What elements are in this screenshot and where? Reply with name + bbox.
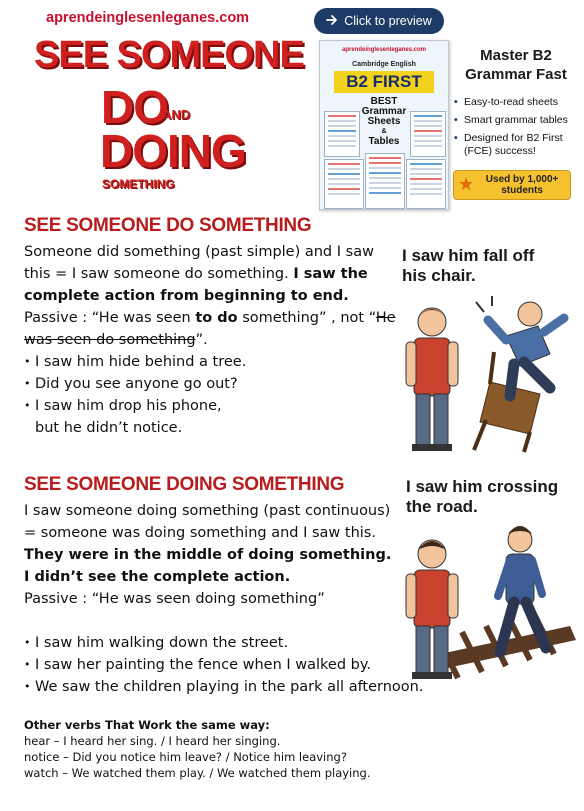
section2-heading: SEE SOMEONE DOING SOMETHING [24, 474, 345, 495]
other-verbs [24, 717, 584, 781]
other-verb-line: watch – We watched them play. / We watched them playing. [24, 766, 371, 780]
promo-title: Master B2 Grammar Fast [465, 47, 567, 83]
title-and: AND [162, 107, 191, 122]
other-verbs-heading: Other verbs That Work the same way: [24, 718, 270, 732]
book-sheet-thumb [324, 111, 360, 157]
book-site: aprendeinglesenleganes.com [341, 47, 427, 53]
example-item: • I saw him drop his phone, [24, 395, 396, 417]
section1-heading: SEE SOMEONE DO SOMETHING [24, 215, 312, 236]
used-by-badge [453, 170, 571, 200]
book-cover[interactable] [319, 40, 449, 210]
other-verb-line: notice – Did you notice him leave? / Notice him leaving? [24, 750, 347, 764]
book-sheet-thumb [410, 111, 446, 157]
star-icon: ★ [458, 174, 475, 195]
section1-paragraph [24, 241, 396, 307]
falling-man-illustration [394, 292, 574, 454]
click-to-preview-button[interactable] [314, 8, 444, 34]
example-continuation: but he didn’t notice. [35, 420, 183, 436]
example-item: • We saw the children playing in the park all afternoon. [24, 676, 474, 698]
title-do: DO [101, 81, 168, 133]
text: something” , not “ [237, 310, 376, 326]
preview-button-label: Click to preview [344, 14, 432, 28]
illustration2-caption: I saw him crossing the road. [406, 477, 559, 516]
book-amp: & [381, 128, 387, 135]
title-something: SOMETHING [102, 177, 175, 191]
title-doing: DOING [100, 125, 246, 177]
other-verb-line: hear – I heard her sing. / I heard her singing. [24, 734, 281, 748]
section1-body [24, 241, 396, 439]
site-url[interactable]: aprendeinglesenleganes.com [46, 10, 250, 26]
book-b2-first: B2 FIRST [334, 71, 434, 93]
bold-text: to do [195, 310, 238, 326]
text: Someone did something (past simple) and I saw this = I saw someone do something. [24, 244, 374, 282]
book-cambridge: Cambridge English [352, 61, 416, 68]
text: ”. [195, 332, 208, 348]
book-sheets: Sheets [367, 116, 401, 127]
strikethrough-text: He was seen do something [24, 310, 396, 348]
crossing-road-illustration [398, 520, 576, 682]
promo-bullet: • Smart grammar tables [454, 114, 578, 127]
bold-text: I saw the complete action from beginning to end. [24, 266, 368, 304]
book-tables: Tables [368, 136, 400, 147]
title-see-someone: SEE SOMEONE [34, 34, 304, 76]
section2-paragraph [24, 500, 400, 588]
illustration1-caption: I saw him fall off his chair. [402, 246, 535, 285]
arrow-right-icon [326, 14, 338, 29]
used-by-text: Used by 1,000+ students [485, 174, 559, 196]
section2-body [24, 500, 400, 610]
promo-bullet: • Easy-to-read sheets [454, 96, 578, 109]
text: I saw someone doing something (past continuous) = someone was doing something and I saw this. [24, 503, 391, 541]
text: Passive : “He was seen [24, 310, 196, 326]
section1-passive [24, 307, 396, 351]
book-sheet-thumb [324, 159, 364, 209]
example-item: • I saw her painting the fence when I walked by. [24, 654, 474, 676]
book-best: BEST [370, 96, 398, 107]
example-item: • I saw him walking down the street. [24, 632, 474, 654]
promo-bullets [454, 96, 578, 163]
example-item: • Did you see anyone go out? [24, 373, 396, 395]
book-sheet-thumb [406, 159, 446, 209]
section2-passive: Passive : “He was seen doing something” [24, 591, 325, 607]
promo-bullet: • Designed for B2 First (FCE) success! [454, 132, 578, 158]
book-grammar: Grammar [361, 106, 407, 117]
book-sheet-thumb [365, 153, 405, 209]
bold-text: They were in the middle of doing something. I didn’t see the complete action. [24, 547, 392, 585]
example-item: • I saw him hide behind a tree. [24, 351, 396, 373]
